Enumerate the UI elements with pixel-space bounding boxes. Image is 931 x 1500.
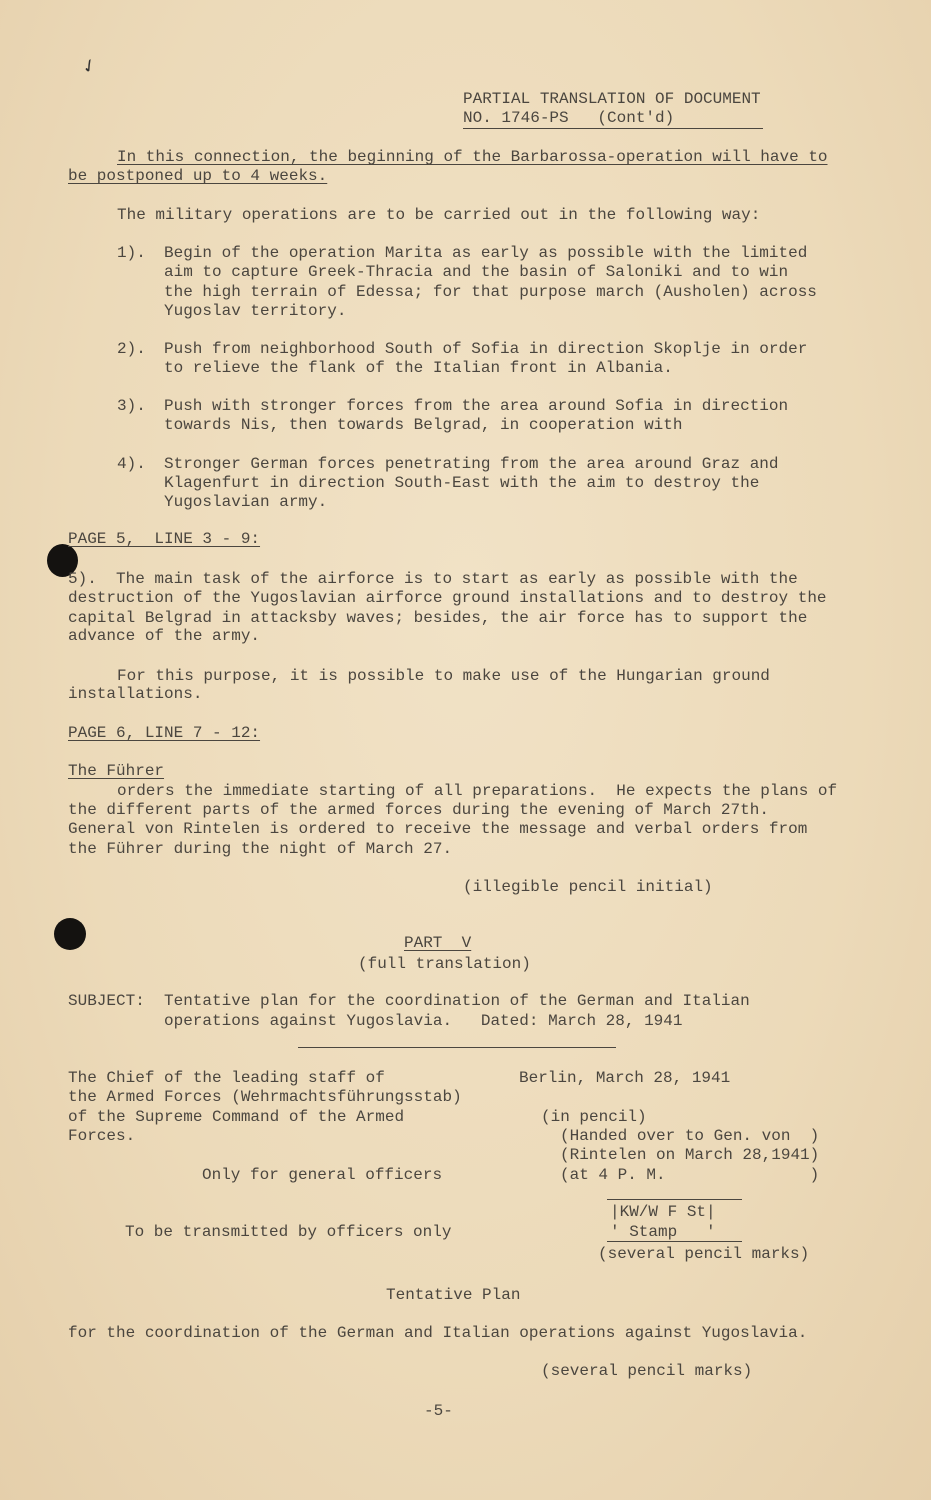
item-1-line: Yugoslav territory.: [164, 302, 347, 320]
punch-hole-bottom: [54, 918, 86, 950]
section-divider: [298, 1047, 616, 1048]
page5-heading: PAGE 5, LINE 3 - 9:: [68, 530, 261, 548]
item-3-line: Push with stronger forces from the area around Sofia in direction: [164, 397, 789, 415]
page6-line: General von Rintelen is ordered to receive the message and verbal orders from: [68, 820, 808, 838]
handover-note-line: (Handed over to Gen. von ): [560, 1127, 820, 1145]
plan-subtitle: for the coordination of the German and Italian operations against Yugoslavia.: [68, 1324, 808, 1342]
item-1-number: 1).: [117, 244, 146, 262]
page5-para-line: 5). The main task of the airforce is to start as early as possible with the: [68, 570, 798, 588]
page5-para-line: capital Belgrad in attacksby waves; besides, the air force has to support the: [68, 609, 808, 627]
item-1-line: the high terrain of Edessa; for that purpose march (Ausholen) across: [164, 283, 817, 301]
header-line-1: PARTIAL TRANSLATION OF DOCUMENT: [463, 90, 761, 108]
in-pencil-note: (in pencil): [541, 1108, 647, 1126]
header-underline: [463, 128, 763, 129]
item-2-line: Push from neighborhood South of Sofia in direction Skoplje in order: [164, 340, 808, 358]
handover-note-line: (Rintelen on March 28,1941): [560, 1146, 820, 1164]
page6-line: the different parts of the armed forces during the evening of March 27th.: [68, 801, 769, 819]
only-general-officers: Only for general officers: [202, 1166, 443, 1184]
stamp-line: ' Stamp ': [610, 1223, 716, 1241]
pencil-check-mark-icon: ✓: [77, 53, 102, 80]
item-4-line: Stronger German forces penetrating from the area around Graz and: [164, 455, 779, 473]
plan-title: Tentative Plan: [386, 1286, 521, 1304]
item-4-line: Klagenfurt in direction South-East with the aim to destroy the: [164, 474, 760, 492]
operations-intro: The military operations are to be carried out in the following way:: [117, 206, 761, 224]
sender-line: Forces.: [68, 1127, 136, 1145]
page5-para2-line: installations.: [68, 685, 203, 703]
page5-para-line: advance of the army.: [68, 627, 261, 645]
page-number: -5-: [424, 1402, 453, 1420]
item-1-line: aim to capture Greek-Thracia and the basin of Saloniki and to win: [164, 263, 789, 281]
intro-line-1: In this connection, the beginning of the Barbarossa-operation will have to: [117, 148, 828, 166]
item-1-line: Begin of the operation Marita as early as possible with the limited: [164, 244, 808, 262]
subject-line: Tentative plan for the coordination of the German and Italian: [164, 992, 750, 1010]
page6-heading: PAGE 6, LINE 7 - 12:: [68, 724, 261, 742]
sender-line: of the Supreme Command of the Armed: [68, 1108, 405, 1126]
stamp-line: |KW/W F St|: [610, 1203, 716, 1221]
handover-note-line: (at 4 P. M. ): [560, 1166, 820, 1184]
illegible-initial: (illegible pencil initial): [463, 878, 713, 896]
subject-line: operations against Yugoslavia. Dated: March 28, 1941: [164, 1012, 683, 1030]
subject-label: SUBJECT:: [68, 992, 145, 1010]
sender-line: the Armed Forces (Wehrmachtsführungsstab): [68, 1088, 462, 1106]
page6-subheading: The Führer: [68, 762, 165, 780]
part-title: PART V: [404, 934, 472, 952]
sender-line: The Chief of the leading staff of: [68, 1069, 385, 1087]
intro-line-2: be postponed up to 4 weeks.: [68, 167, 328, 185]
page6-line: orders the immediate starting of all preparations. He expects the plans of: [117, 782, 838, 800]
page5-para-line: destruction of the Yugoslavian airforce ground installations and to destroy the: [68, 589, 827, 607]
page5-para2-line: For this purpose, it is possible to make use of the Hungarian ground: [117, 667, 770, 685]
pencil-marks-note-2: (several pencil marks): [541, 1362, 753, 1380]
item-3-number: 3).: [117, 397, 146, 415]
transmitted-by-officers: To be transmitted by officers only: [125, 1223, 452, 1241]
stamp-top-line: [607, 1199, 742, 1200]
page6-line: the Führer during the night of March 27.: [68, 840, 453, 858]
item-2-number: 2).: [117, 340, 146, 358]
item-3-line: towards Nis, then towards Belgrad, in cooperation with: [164, 416, 683, 434]
part-subtitle: (full translation): [358, 955, 531, 973]
item-2-line: to relieve the flank of the Italian front in Albania.: [164, 359, 673, 377]
pencil-marks-note: (several pencil marks): [598, 1245, 810, 1263]
item-4-number: 4).: [117, 455, 146, 473]
place-date: Berlin, March 28, 1941: [519, 1069, 731, 1087]
header-line-2: NO. 1746-PS (Cont'd): [463, 109, 675, 127]
item-4-line: Yugoslavian army.: [164, 493, 328, 511]
stamp-bottom-line: [607, 1241, 742, 1242]
